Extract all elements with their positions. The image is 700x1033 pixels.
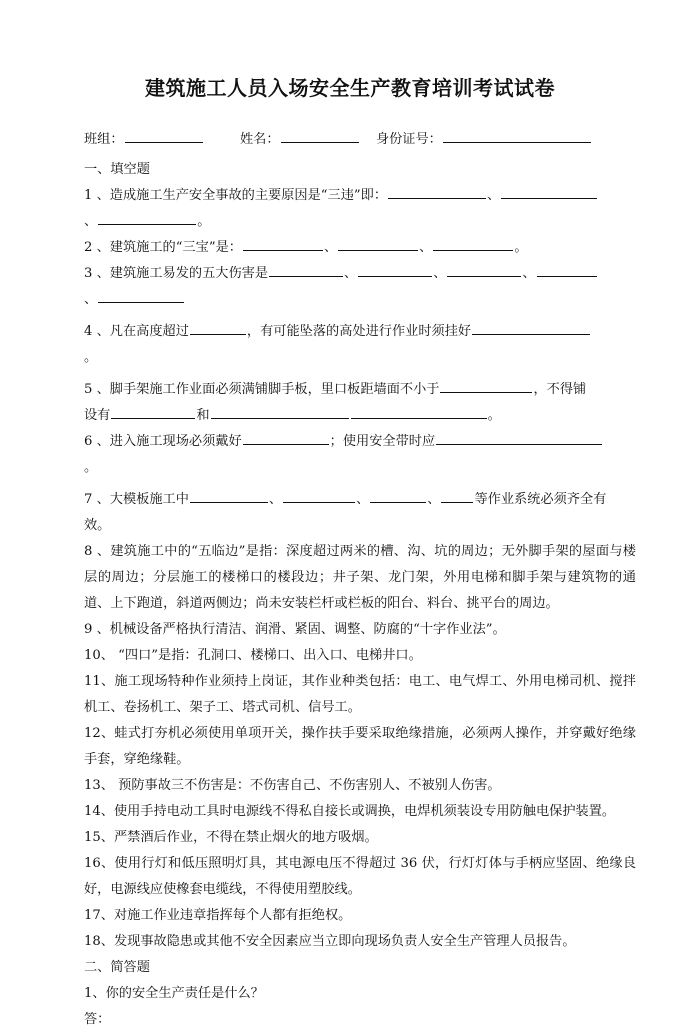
id-field[interactable]	[443, 127, 591, 143]
answer-blank[interactable]	[370, 487, 426, 503]
answer-blank[interactable]	[243, 429, 329, 445]
answer-blank[interactable]	[351, 403, 487, 419]
answer-blank[interactable]	[98, 287, 184, 303]
question-2: 2 、建筑施工的“三宝”是： 、 、 。	[84, 235, 636, 261]
answer-blank[interactable]	[440, 377, 532, 393]
answer-blank[interactable]	[269, 261, 343, 277]
question-5: 5 、脚手架施工作业面必须满铺脚手板，里口板距墙面不小于 ，不得铺	[84, 377, 636, 403]
answer-blank[interactable]	[447, 261, 521, 277]
section-short-answer: 二、简答题	[84, 960, 150, 975]
question-11: 11、施工现场特种作业须持上岗证，其作业种类包括：电工、电气焊工、外用电梯司机、搅拌机工、卷扬机工、架子工、塔式司机、信号工。	[84, 674, 636, 715]
answer-blank[interactable]	[441, 487, 473, 503]
question-6-cont: 。	[84, 460, 98, 475]
question-1: 1 、造成施工生产安全事故的主要原因是“三违”即： 、	[84, 183, 636, 209]
answer-blank[interactable]	[98, 209, 196, 225]
question-4: 4 、凡在高度超过 ，有可能坠落的高处进行作业时须挂好	[84, 319, 636, 345]
id-label: 身份证号：	[375, 132, 442, 147]
answer-blank[interactable]	[338, 235, 418, 251]
answer-blank[interactable]	[537, 261, 597, 277]
answer-blank[interactable]	[190, 319, 246, 335]
name-label: 姓名：	[239, 132, 280, 147]
question-12: 12、蛙式打夯机必须使用单项开关，操作扶手要采取绝缘措施，必须两人操作，并穿戴好绝缘手套，穿绝缘鞋。	[84, 726, 636, 767]
question-15: 15、严禁酒后作业，不得在禁止烟火的地方吸烟。	[84, 830, 378, 845]
answer-blank[interactable]	[501, 183, 597, 199]
question-4-cont: 。	[84, 350, 98, 365]
section-fill-in: 一、填空题	[84, 162, 150, 177]
question-13: 13、 预防事故三不伤害是：不伤害自己、不伤害别人、不被别人伤害。	[84, 778, 501, 793]
header-row	[84, 127, 636, 153]
page-title: 建筑施工人员入场安全生产教育培训考试试卷	[145, 76, 555, 100]
question-3-cont: 、	[84, 287, 636, 313]
question-5-cont: 设有 和 。	[84, 403, 636, 429]
answer-blank[interactable]	[111, 403, 195, 419]
answer-blank[interactable]	[283, 487, 355, 503]
question-10: 10、 “四口”是指：孔洞口、楼梯口、出入口、电梯井口。	[84, 648, 422, 663]
question-3: 3 、建筑施工易发的五大伤害是 、 、 、	[84, 261, 636, 287]
question-9: 9 、机械设备严格执行清洁、润滑、紧固、调整、防腐的“十字作业法”。	[84, 622, 506, 637]
answer-label: 答：	[84, 1012, 111, 1027]
answer-blank[interactable]	[472, 319, 590, 335]
answer-blank[interactable]	[211, 403, 349, 419]
class-label: 班组：	[84, 132, 124, 147]
answer-blank[interactable]	[190, 487, 268, 503]
name-field[interactable]	[281, 127, 359, 143]
answer-blank[interactable]	[433, 235, 513, 251]
question-16: 16、使用行灯和低压照明灯具，其电源电压不得超过 36 伏，行灯灯体与手柄应坚固、绝缘良好，电源线应使橡套电缆线，不得使用塑胶线。	[84, 856, 636, 897]
answer-blank[interactable]	[243, 235, 323, 251]
exam-body	[84, 127, 636, 1033]
answer-blank[interactable]	[388, 183, 486, 199]
question-7-cont: 效。	[84, 518, 111, 533]
answer-blank[interactable]	[436, 429, 602, 445]
question-18: 18、发现事故隐患或其他不安全因素应当立即向现场负责人安全生产管理人员报告。	[84, 934, 576, 949]
question-1-cont: 、 。	[84, 209, 636, 235]
question-17: 17、对施工作业违章指挥每个人都有拒绝权。	[84, 908, 352, 923]
class-field[interactable]	[125, 127, 203, 143]
question-8: 8 、建筑施工中的“五临边”是指：深度超过两米的槽、沟、坑的周边；无外脚手架的屋面与楼层的周边；分层施工的楼梯口的楼段边；井子架、龙门架，外用电梯和脚手架与建筑物的通道、上下跑道，斜道两侧边；尚未安装栏杆或栏板的阳台、料台、挑平台的周边。	[84, 544, 636, 611]
answer-blank[interactable]	[358, 261, 432, 277]
question-6: 6 、进入施工现场必须戴好 ；使用安全带时应	[84, 429, 636, 455]
question-7: 7 、大模板施工中 、 、 、 等作业系统必须齐全有	[84, 487, 636, 513]
question-14: 14、使用手持电动工具时电源线不得私自接长或调换，电焊机须装设专用防触电保护装置。	[84, 804, 616, 819]
short-question-1: 1、你的安全生产责任是什么？	[84, 986, 264, 1001]
